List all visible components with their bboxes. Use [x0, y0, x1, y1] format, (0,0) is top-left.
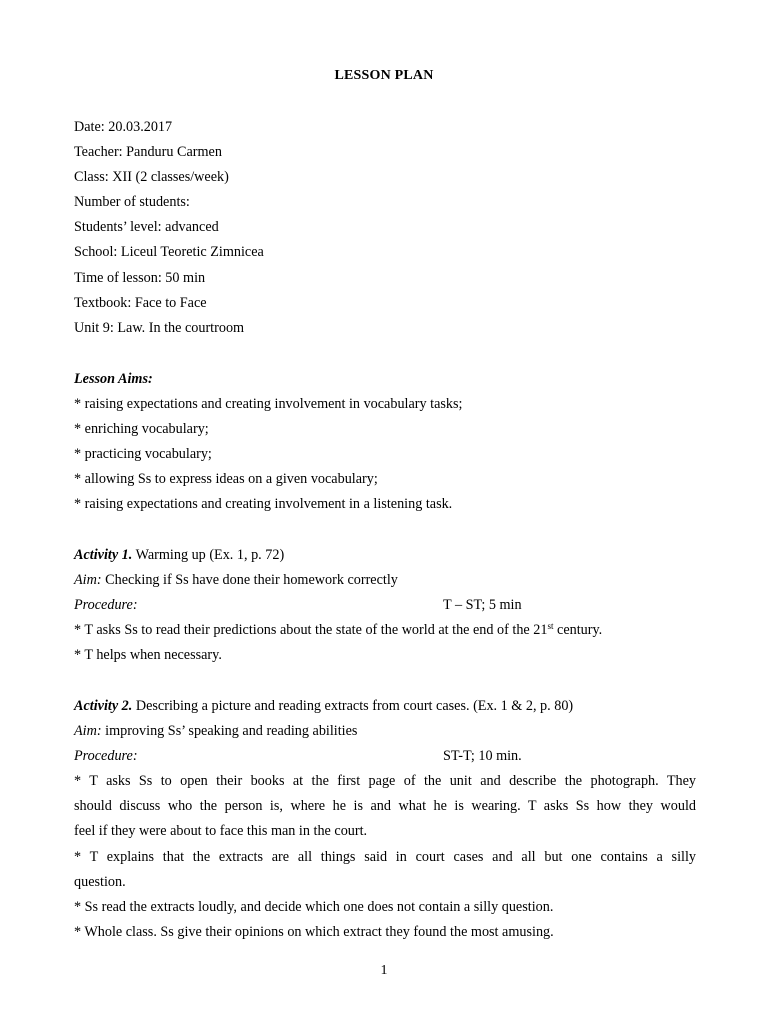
header-class: Class: XII (2 classes/week): [74, 169, 229, 186]
header-textbook: Textbook: Face to Face: [74, 294, 207, 311]
lesson-header: [74, 115, 696, 341]
activity-2-paragraph-line: question.: [74, 873, 126, 890]
page-title: LESSON PLAN: [334, 68, 434, 83]
activity-2-aim-text: improving Ss’ speaking and reading abilities: [101, 723, 358, 740]
activity-2-title: Describing a picture and reading extracts from court cases. (Ex. 1 & 2, p. 80): [132, 698, 574, 714]
aim-item: * enriching vocabulary;: [74, 421, 209, 438]
aims-heading: Lesson Aims:: [74, 371, 153, 387]
activity-1-label: Activity 1.: [74, 547, 133, 563]
activity-2-paragraph-line: * Whole class. Ss give their opinions on which extract they found the most amusing.: [74, 923, 554, 940]
activity-2-paragraph-line: * Ss read the extracts loudly, and decide which one does not contain a silly question.: [74, 898, 554, 915]
aim-item: * allowing Ss to express ideas on a given vocabulary;: [74, 471, 378, 488]
header-level: Students’ level: advanced: [74, 219, 219, 236]
activity-1-step: [74, 618, 696, 643]
activity-1-step-text: * T asks Ss to read their predictions about the state of the world at the end of the 21: [74, 622, 548, 639]
activity-1-aim: [74, 568, 696, 593]
activity-1-title: Warming up (Ex. 1, p. 72): [132, 547, 285, 563]
aim-item: * raising expectations and creating involvement in a listening task.: [74, 496, 453, 513]
activity-2-paragraph-line: * T asks Ss to open their books at the first page of the unit and describe the photograph. They: [74, 773, 696, 790]
lesson-aims: [74, 367, 696, 518]
activity-1-heading: [74, 543, 696, 568]
header-school: School: Liceul Teoretic Zimnicea: [74, 244, 264, 261]
activity-1-aim-label: Aim:: [74, 572, 102, 589]
header-teacher: Teacher: Panduru Carmen: [74, 144, 222, 161]
header-date: Date: 20.03.2017: [74, 119, 173, 135]
activity-2: [74, 694, 696, 945]
activity-2-aim: [74, 719, 696, 744]
header-unit: Unit 9: Law. In the courtroom: [74, 319, 245, 336]
activity-1-aim-text: Checking if Ss have done their homework correctly: [101, 572, 398, 589]
activity-2-paragraph-line: * T explains that the extracts are all things said in court cases and all but one contains a silly: [74, 848, 696, 865]
activity-2-procedure: [74, 744, 696, 769]
activity-2-paragraph-line: should discuss who the person is, where he is and what he is wearing. T asks Ss how they would: [74, 798, 696, 815]
aim-item: * raising expectations and creating involvement in vocabulary tasks;: [74, 396, 463, 413]
superscript-st: st: [547, 621, 554, 632]
activity-1: [74, 543, 696, 668]
activity-1-procedure: [74, 593, 696, 618]
activity-2-procedure-label: Procedure:: [74, 748, 138, 765]
activity-1-interaction: T – ST; 5 min: [443, 597, 522, 614]
activity-2-heading: [74, 694, 696, 719]
header-students: Number of students:: [74, 194, 190, 211]
page-number: 1: [380, 963, 388, 978]
activity-2-interaction: ST-T; 10 min.: [443, 748, 522, 765]
header-time: Time of lesson: 50 min: [74, 269, 206, 286]
activity-2-label: Activity 2.: [74, 698, 133, 714]
activity-1-procedure-label: Procedure:: [74, 597, 138, 614]
activity-2-paragraph-line: feel if they were about to face this man in the court.: [74, 823, 368, 840]
activity-1-step-text-end: century.: [553, 622, 603, 639]
aim-item: * practicing vocabulary;: [74, 446, 212, 463]
activity-2-aim-label: Aim:: [74, 723, 102, 740]
activity-1-step: * T helps when necessary.: [74, 647, 222, 664]
